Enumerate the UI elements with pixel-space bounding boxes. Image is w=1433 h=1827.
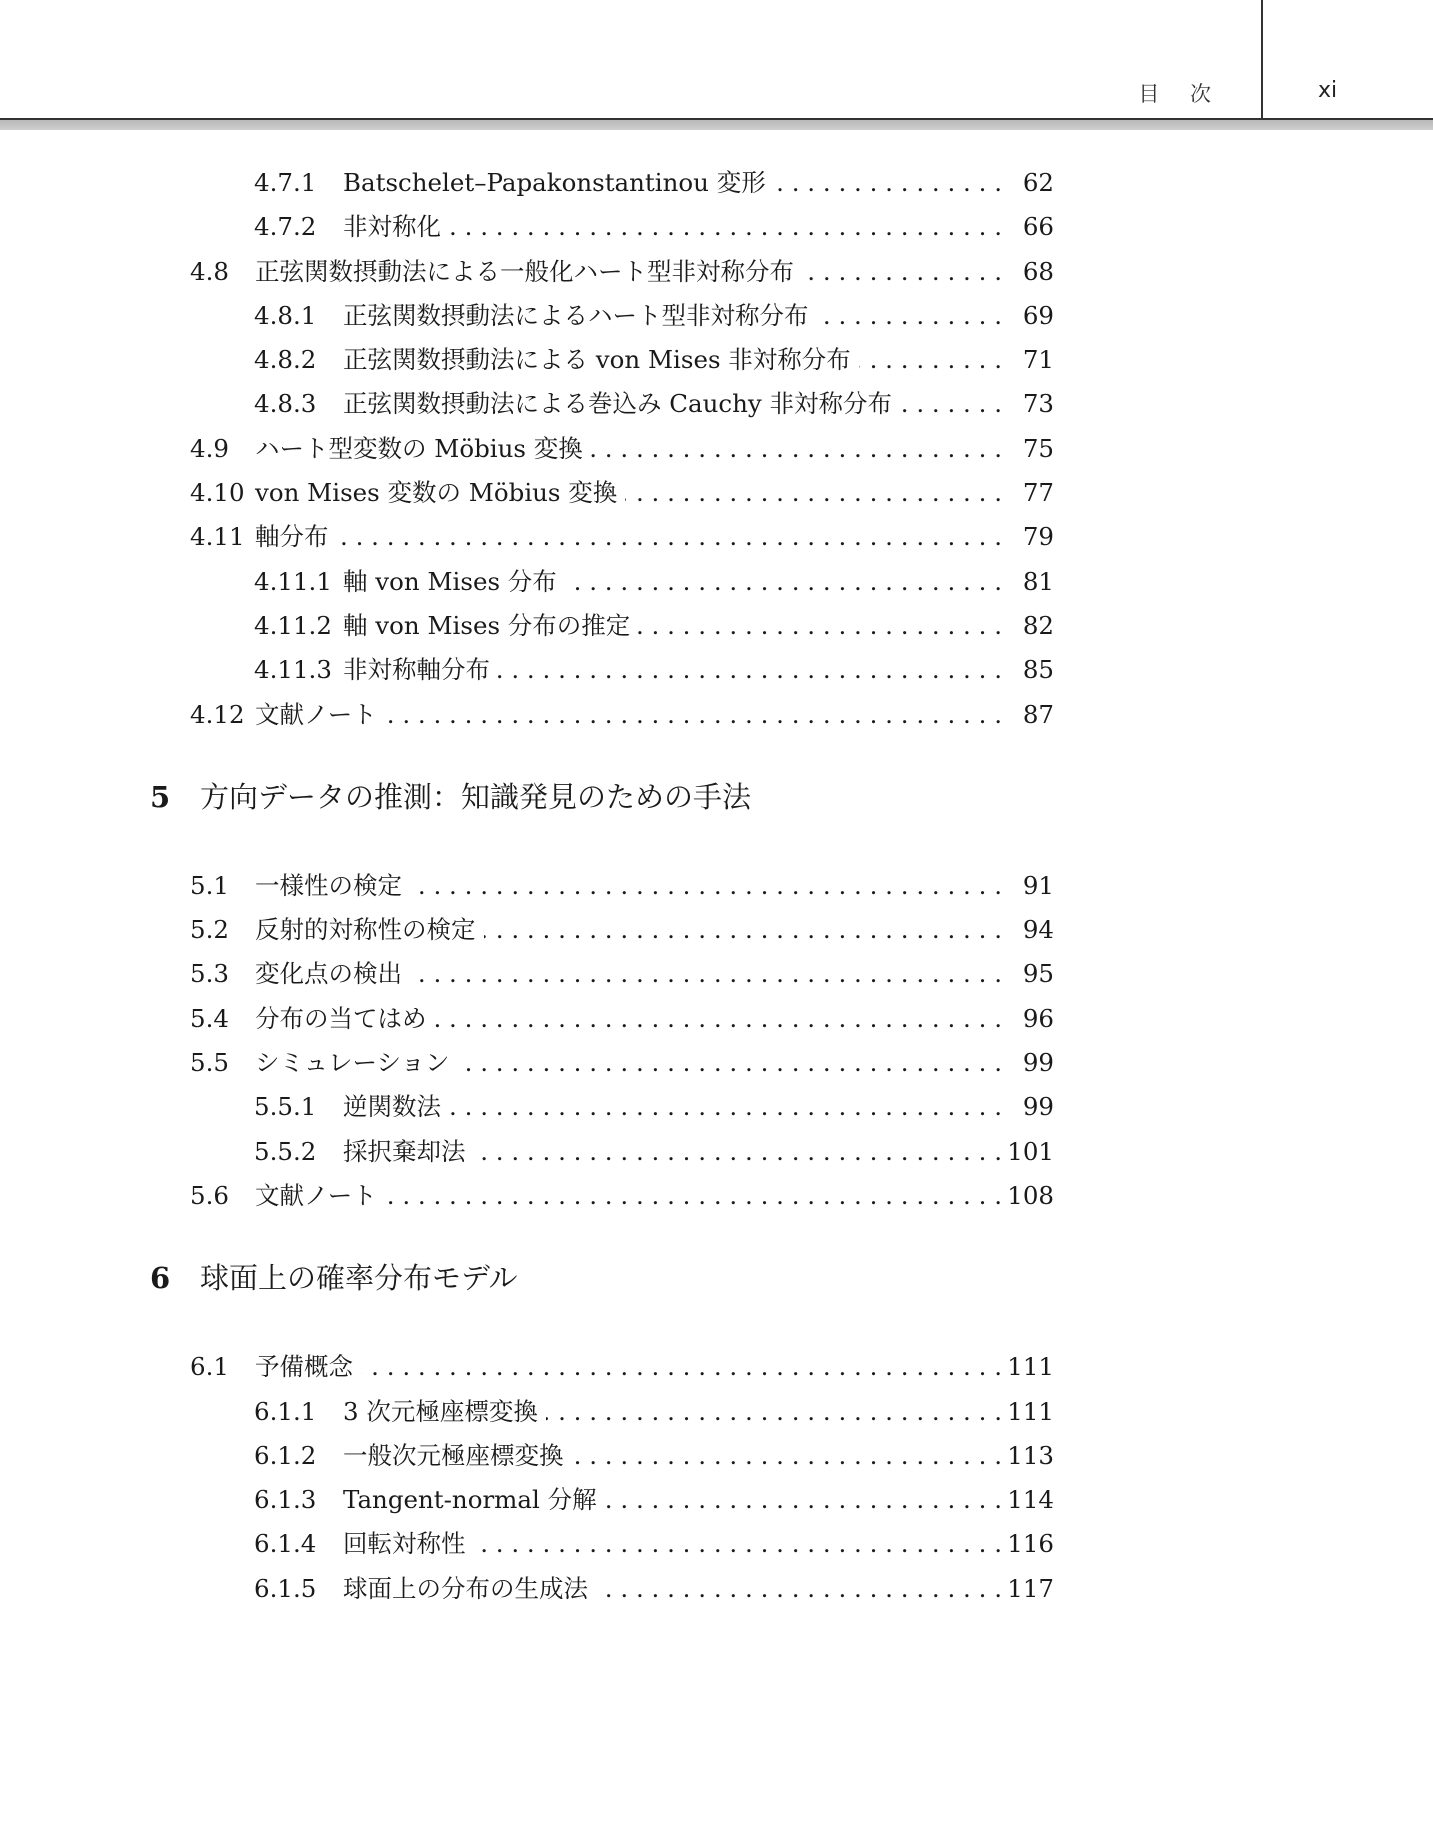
- entry-page-number: 62: [1022, 168, 1054, 197]
- entry-number: 4.7.1: [254, 168, 317, 197]
- entry-number: 4.8.1: [254, 300, 317, 330]
- entry-line: [255, 908, 1054, 952]
- toc-subsection-entry[interactable]: [150, 1567, 1054, 1611]
- dot-leader: [591, 427, 1002, 471]
- entry-page-number: 117: [1007, 1573, 1054, 1603]
- toc-subsection-entry[interactable]: [150, 338, 1054, 382]
- dot-leader: [474, 1130, 1003, 1174]
- dot-leader: [458, 1041, 1002, 1085]
- dot-leader: [337, 515, 1003, 559]
- entry-line: [343, 1567, 1054, 1611]
- entry-number: 6.1.4: [254, 1529, 317, 1559]
- entry-number: 4.8: [190, 256, 229, 286]
- entry-page-number: 96: [1022, 1003, 1054, 1033]
- toc-section-entry[interactable]: [150, 1174, 1054, 1218]
- entry-title: 採択棄却法: [343, 1136, 466, 1166]
- entry-number: 5.6: [190, 1180, 229, 1210]
- entry-line: [343, 560, 1054, 604]
- dot-leader: [435, 997, 1003, 1041]
- toc-subsection-entry[interactable]: [150, 1434, 1054, 1478]
- entry-number: 4.11: [190, 522, 245, 552]
- entry-page-number: 94: [1022, 915, 1054, 945]
- dot-leader: [449, 205, 1002, 249]
- toc-section-entry[interactable]: [150, 864, 1054, 908]
- toc-subsection-entry[interactable]: [150, 1085, 1054, 1129]
- dot-leader: [565, 560, 1002, 604]
- toc-subsection-entry[interactable]: [150, 648, 1054, 692]
- entry-number: 5.2: [190, 915, 229, 945]
- toc-subsection-entry[interactable]: [150, 294, 1054, 338]
- entry-title: 逆関数法: [343, 1092, 441, 1122]
- toc-subsection-entry[interactable]: [150, 1390, 1054, 1434]
- toc-subsection-entry[interactable]: [150, 604, 1054, 648]
- entry-title: シミュレーション: [255, 1048, 450, 1078]
- entry-number: 4.11.1: [254, 566, 332, 596]
- entry-title: 非対称軸分布: [343, 655, 490, 685]
- entry-page-number: 116: [1007, 1529, 1054, 1559]
- entry-title: 軸分布: [255, 522, 329, 552]
- entry-number: 5.5.1: [254, 1092, 317, 1122]
- entry-title: 予備概念: [255, 1352, 353, 1382]
- entry-title: 球面上の分布の生成法: [343, 1573, 588, 1603]
- running-header: [0, 0, 1433, 130]
- dot-leader: [361, 1345, 1002, 1389]
- entry-page-number: 87: [1022, 699, 1054, 729]
- dot-leader: [625, 471, 1002, 515]
- dot-leader: [546, 1390, 1002, 1434]
- entry-number: 5.3: [190, 959, 229, 989]
- entry-number: 4.9: [190, 433, 229, 463]
- entry-line: [343, 205, 1054, 249]
- entry-number: 4.8.2: [254, 345, 317, 375]
- toc-section-entry[interactable]: [150, 1041, 1054, 1085]
- entry-title: 一般次元極座標変換: [343, 1440, 564, 1470]
- entry-page-number: 85: [1022, 655, 1054, 685]
- chapter-heading: [150, 767, 1054, 827]
- entry-number: 5.5: [190, 1048, 229, 1078]
- entry-page-number: 113: [1007, 1440, 1054, 1470]
- entry-number: 4.12: [190, 699, 245, 729]
- entry-title: 正弦関数摂動法による巻込み Cauchy 非対称分布: [343, 389, 893, 419]
- header-divider-vertical: [1261, 0, 1263, 118]
- entry-page-number: 111: [1007, 1352, 1054, 1382]
- entry-line: [255, 1041, 1054, 1085]
- entry-page-number: 66: [1022, 212, 1054, 242]
- entry-number: 4.8.3: [254, 389, 317, 419]
- entry-page-number: 111: [1007, 1396, 1054, 1426]
- entry-page-number: 81: [1022, 566, 1054, 596]
- entry-number: 6.1.2: [254, 1440, 317, 1470]
- entry-page-number: 77: [1022, 478, 1054, 508]
- entry-number: 6.1: [190, 1352, 229, 1382]
- toc-section-entry[interactable]: [150, 997, 1054, 1041]
- entry-title: Tangent-normal 分解: [343, 1485, 597, 1515]
- toc-subsection-entry[interactable]: [150, 382, 1054, 426]
- entry-title: ハート型変数の Möbius 変換: [255, 433, 583, 463]
- toc-subsection-entry[interactable]: [150, 205, 1054, 249]
- entry-number: 4.11.2: [254, 610, 332, 640]
- chapter-title: 球面上の確率分布モデル: [200, 1261, 518, 1296]
- dot-leader: [638, 604, 1002, 648]
- toc-section-entry[interactable]: [150, 1345, 1054, 1389]
- entry-page-number: 79: [1022, 522, 1054, 552]
- entry-page-number: 108: [1007, 1180, 1054, 1210]
- entry-page-number: 95: [1022, 959, 1054, 989]
- entry-number: 5.4: [190, 1003, 229, 1033]
- chapter-number: 5: [150, 779, 171, 814]
- entry-line: [255, 515, 1054, 559]
- entry-line: [343, 1085, 1054, 1129]
- dot-leader: [572, 1434, 1003, 1478]
- entry-title: von Mises 変数の Möbius 変換: [255, 478, 618, 508]
- entry-number: 6.1.3: [254, 1485, 317, 1515]
- entry-title: 回転対称性: [343, 1529, 466, 1559]
- entry-title: 文献ノート: [255, 1180, 377, 1210]
- entry-line: [343, 338, 1054, 382]
- chapter-heading: [150, 1248, 1054, 1308]
- entry-line: [255, 250, 1054, 294]
- toc-section-entry[interactable]: [150, 427, 1054, 471]
- dot-leader: [410, 952, 1002, 996]
- toc-section-entry[interactable]: [150, 952, 1054, 996]
- dot-leader: [596, 1567, 1002, 1611]
- toc-section-entry[interactable]: [150, 515, 1054, 559]
- dot-leader: [859, 338, 1002, 382]
- entry-title: Batschelet–Papakonstantinou 変形: [343, 168, 766, 197]
- entry-line: [343, 648, 1054, 692]
- entry-number: 6.1.5: [254, 1573, 317, 1603]
- entry-title: 非対称化: [343, 212, 441, 242]
- entry-line: [343, 382, 1054, 426]
- toc-subsection-entry[interactable]: [150, 1522, 1054, 1566]
- toc-subsection-entry[interactable]: [150, 560, 1054, 604]
- entry-line: [343, 1390, 1054, 1434]
- entry-title: 正弦関数摂動法によるハート型非対称分布: [343, 300, 809, 330]
- dot-leader: [410, 864, 1002, 908]
- toc-section-entry[interactable]: [150, 471, 1054, 515]
- entry-title: 3 次元極座標変換: [343, 1396, 538, 1426]
- chapter-number: 6: [150, 1261, 171, 1296]
- dot-leader: [498, 648, 1002, 692]
- entry-line: [343, 1434, 1054, 1478]
- toc-subsection-entry[interactable]: [150, 161, 1054, 205]
- dot-leader: [605, 1478, 1002, 1522]
- entry-line: [343, 161, 1054, 205]
- entry-line: [255, 427, 1054, 471]
- entry-page-number: 82: [1022, 610, 1054, 640]
- entry-page-number: 91: [1022, 870, 1054, 900]
- entry-line: [343, 1478, 1054, 1522]
- entry-title: 正弦関数摂動法による von Mises 非対称分布: [343, 345, 851, 375]
- entry-title: 分布の当てはめ: [255, 1003, 427, 1033]
- entry-line: [255, 1174, 1054, 1218]
- dot-leader: [385, 1174, 1002, 1218]
- entry-number: 4.7.2: [254, 212, 317, 242]
- entry-line: [343, 604, 1054, 648]
- chapter-title: 方向データの推測：知識発見のための手法: [200, 779, 752, 814]
- toc-section-entry[interactable]: [150, 693, 1054, 737]
- dot-leader: [385, 693, 1002, 737]
- dot-leader: [900, 382, 1002, 426]
- toc-subsection-entry[interactable]: [150, 1478, 1054, 1522]
- entry-page-number: 99: [1022, 1048, 1054, 1078]
- entry-line: [343, 294, 1054, 338]
- dot-leader: [774, 161, 1002, 205]
- entry-line: [255, 864, 1054, 908]
- entry-line: [255, 693, 1054, 737]
- table-of-contents: [150, 161, 1054, 1611]
- toc-section-entry[interactable]: [150, 250, 1054, 294]
- entry-title: 反射的対称性の検定: [255, 915, 476, 945]
- toc-section-entry[interactable]: [150, 908, 1054, 952]
- entry-page-number: 69: [1022, 300, 1054, 330]
- entry-page-number: 73: [1022, 389, 1054, 419]
- entry-title: 正弦関数摂動法による一般化ハート型非対称分布: [255, 256, 794, 286]
- entry-line: [255, 1345, 1054, 1389]
- entry-number: 4.11.3: [254, 655, 332, 685]
- entry-number: 5.1: [190, 870, 229, 900]
- page-number: xi: [1318, 78, 1338, 103]
- entry-title: 軸 von Mises 分布の推定: [343, 610, 631, 640]
- entry-page-number: 114: [1007, 1485, 1054, 1515]
- entry-line: [343, 1522, 1054, 1566]
- toc-subsection-entry[interactable]: [150, 1130, 1054, 1174]
- entry-page-number: 75: [1022, 433, 1054, 463]
- entry-number: 4.10: [190, 478, 245, 508]
- dot-leader: [484, 908, 1003, 952]
- entry-page-number: 68: [1022, 256, 1054, 286]
- dot-leader: [474, 1522, 1003, 1566]
- entry-line: [255, 952, 1054, 996]
- entry-title: 軸 von Mises 分布: [343, 566, 557, 596]
- dot-leader: [817, 294, 1003, 338]
- entry-title: 変化点の検出: [255, 959, 402, 989]
- entry-line: [343, 1130, 1054, 1174]
- entry-title: 文献ノート: [255, 699, 377, 729]
- running-header-title: 目 次: [1138, 82, 1223, 106]
- entry-number: 5.5.2: [254, 1136, 317, 1166]
- header-shadow-band: [0, 120, 1433, 130]
- entry-line: [255, 471, 1054, 515]
- dot-leader: [802, 250, 1002, 294]
- entry-page-number: 71: [1022, 345, 1054, 375]
- entry-line: [255, 997, 1054, 1041]
- entry-page-number: 99: [1022, 1092, 1054, 1122]
- dot-leader: [449, 1085, 1002, 1129]
- entry-number: 6.1.1: [254, 1396, 317, 1426]
- entry-title: 一様性の検定: [255, 870, 402, 900]
- entry-page-number: 101: [1007, 1136, 1054, 1166]
